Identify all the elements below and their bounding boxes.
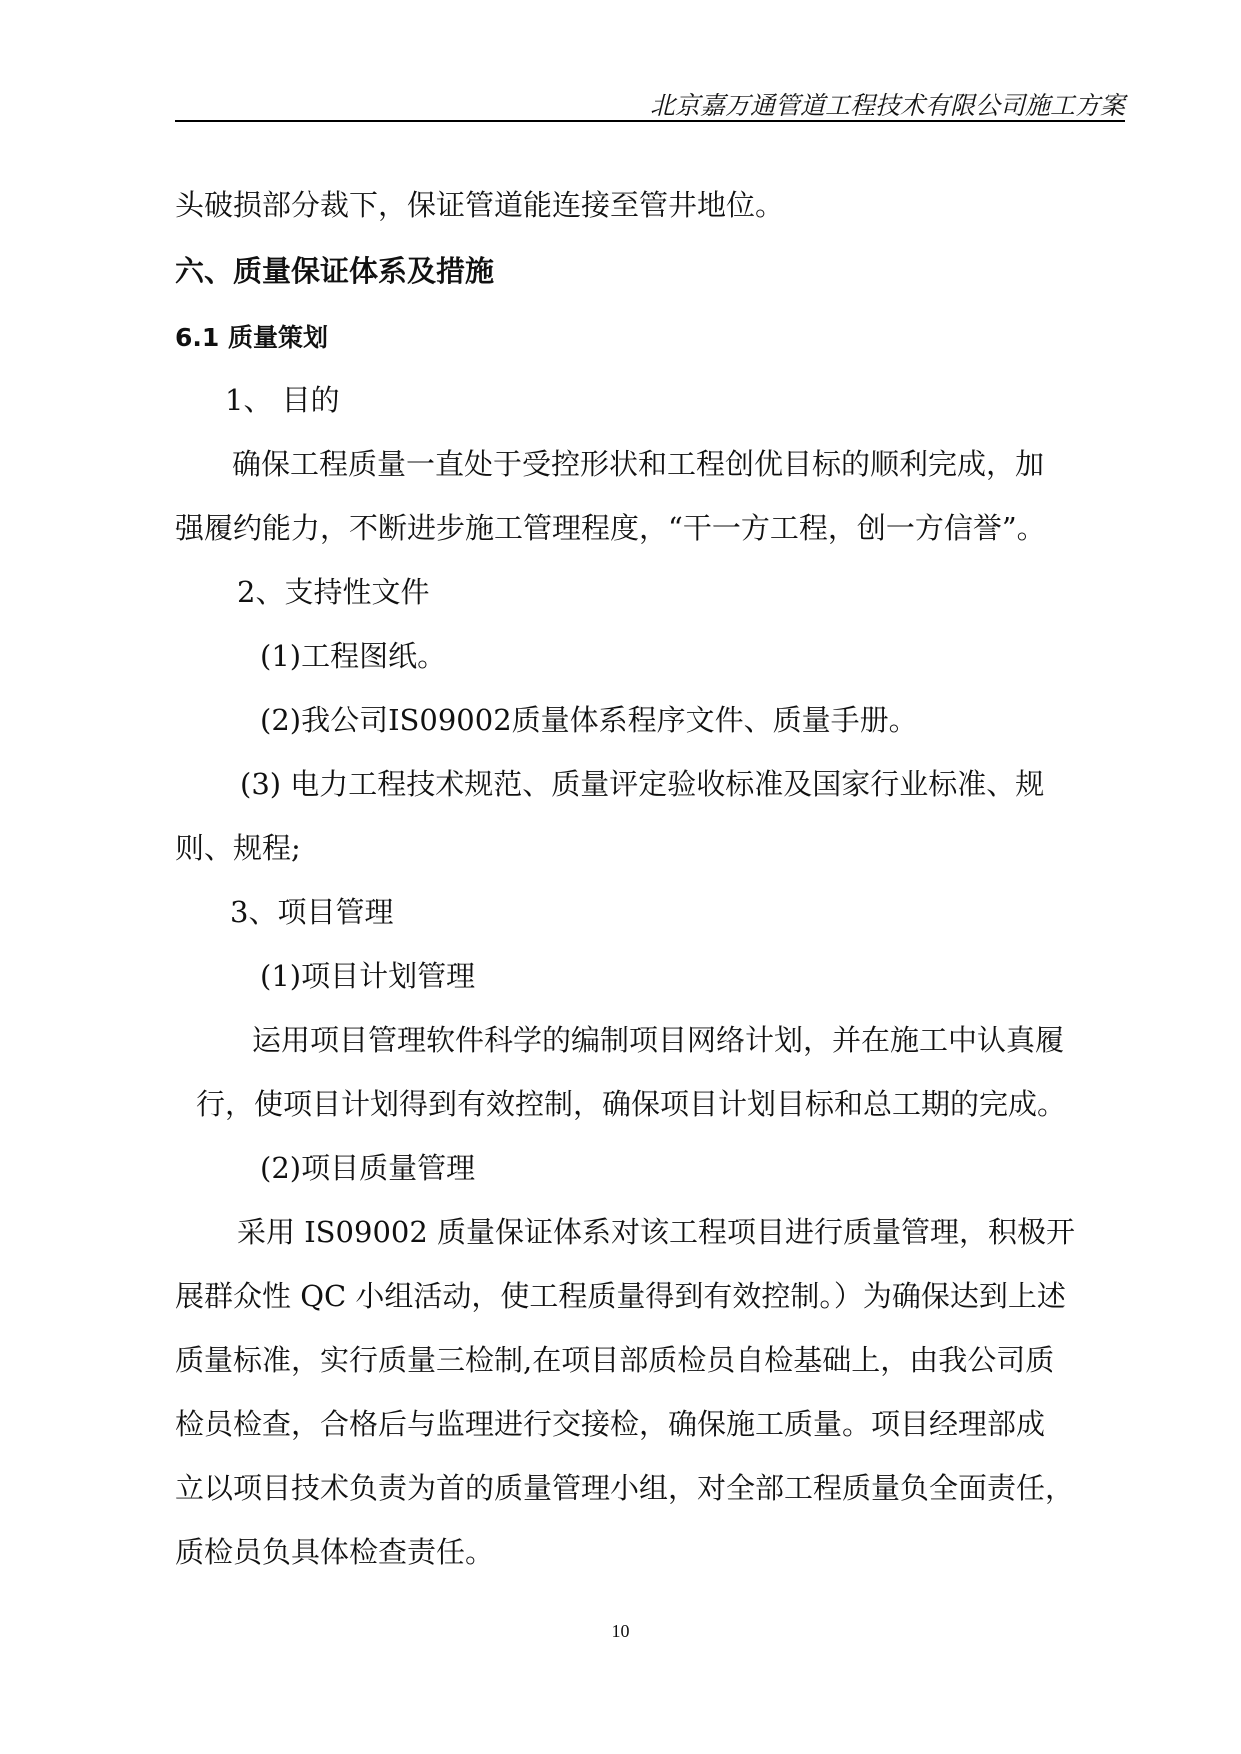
list-item: (1)工程图纸。 <box>260 639 447 673</box>
body-line: 质检员负具体检查责任。 <box>175 1535 495 1569</box>
body-line: 立以项目技术负责为首的质量管理小组，对全部工程质量负全面责任， <box>175 1471 1075 1505</box>
body-line: 则、规程; <box>175 831 301 865</box>
body-line: 采用 IS09002 质量保证体系对该工程项目进行质量管理，积极开 <box>237 1215 1076 1249</box>
body-line: 强履约能力，不断进步施工管理程度，“干一方工程，创一方信誉”。 <box>175 511 1046 545</box>
item-heading: 3、项目管理 <box>230 895 394 929</box>
subsection-heading: 6.1 质量策划 <box>175 323 328 352</box>
body-line: 检员检查，合格后与监理进行交接检，确保施工质量。项目经理部成 <box>175 1407 1046 1441</box>
body-line: 质量标准，实行质量三检制,在项目部质检员自检基础上，由我公司质 <box>175 1343 1055 1377</box>
body-line: 确保工程质量一直处于受控形状和工程创优目标的顺利完成，加 <box>232 447 1045 481</box>
page-number: 10 <box>611 1621 630 1641</box>
page-header <box>175 84 1125 122</box>
body-line: 行，使项目计划得到有效控制，确保项目计划目标和总工期的完成。 <box>196 1087 1067 1121</box>
list-item: (3) 电力工程技术规范、质量评定验收标准及国家行业标准、规 <box>240 767 1045 801</box>
item-heading: 2、支持性文件 <box>237 575 430 609</box>
section-heading: 六、质量保证体系及措施 <box>175 254 495 288</box>
body-line: 运用项目管理软件科学的编制项目网络计划，并在施工中认真履 <box>252 1023 1065 1057</box>
list-item: (2)我公司IS09002质量体系程序文件、质量手册。 <box>260 703 918 737</box>
body-line: 展群众性 QC 小组活动，使工程质量得到有效控制。）为确保达到上述 <box>175 1279 1066 1313</box>
item-heading: 1、 目的 <box>225 383 340 417</box>
list-item: (1)项目计划管理 <box>260 959 476 993</box>
list-item: (2)项目质量管理 <box>260 1151 476 1185</box>
header-title: 北京嘉万通管道工程技术有限公司施工方案 <box>649 91 1125 120</box>
body-line: 头破损部分裁下，保证管道能连接至管井地位。 <box>175 188 785 222</box>
